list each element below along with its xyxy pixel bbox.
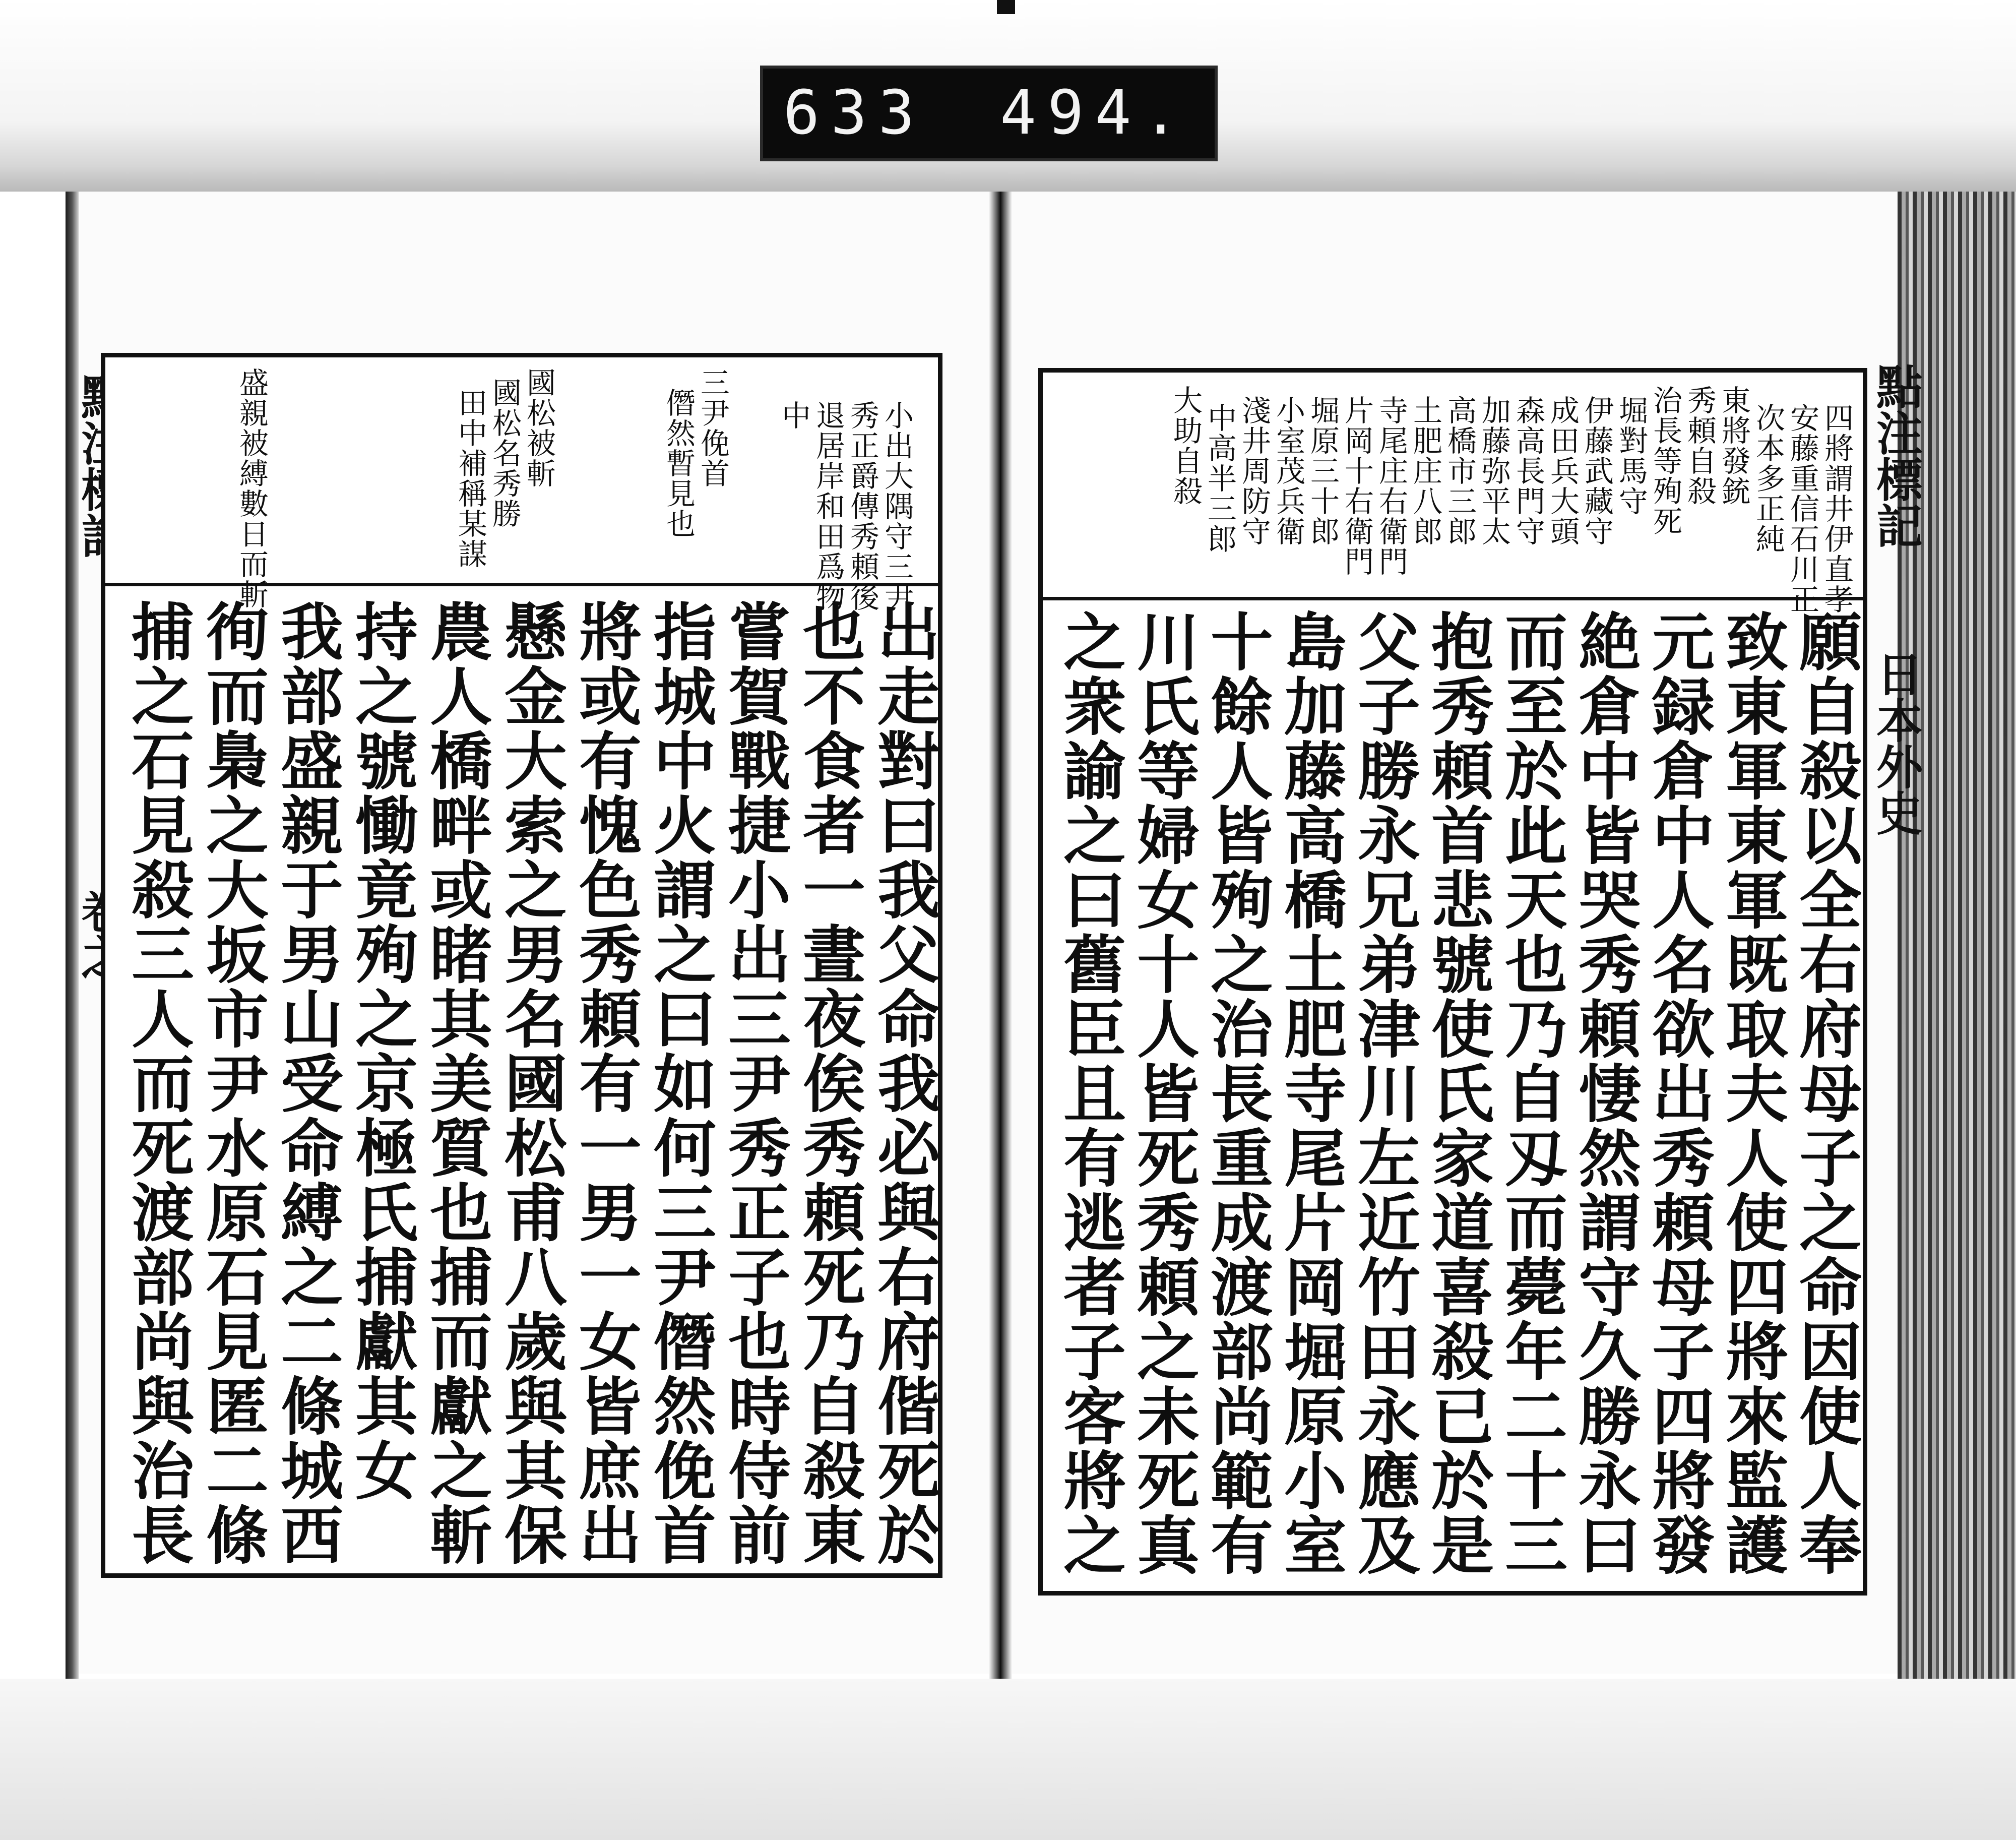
right-note-20: 大助自殺: [1168, 385, 1203, 506]
left-note-1: 小出大隅守三尹: [879, 400, 914, 612]
reference-number-label: [760, 66, 1218, 161]
book-gutter: [989, 192, 1012, 1840]
reference-number-left: 633: [783, 78, 926, 148]
left-note-10: 盛親被縛數日而斬: [234, 367, 269, 609]
right-note-4: 東將發銃: [1717, 385, 1751, 506]
left-note-6: 僭然暫見也: [661, 388, 696, 539]
left-column-4: 指城中火謂之曰如何三尹僭然俛首: [643, 599, 716, 1567]
right-column-11: 之衆諭之曰舊臣且有逃者子客將之: [1053, 609, 1126, 1577]
right-column-3: 元録倉中人名欲出秀頼母子四將發: [1642, 609, 1715, 1577]
left-column-1: 出走對曰我父命我必與右府偕死於: [867, 599, 940, 1567]
right-column-9: 十餘人皆殉之治長重成渡部尚範有: [1200, 609, 1273, 1577]
scan-marker: [997, 0, 1015, 14]
right-note-16: 堀原三十郎: [1305, 395, 1340, 546]
right-note-6: 治長等殉死: [1648, 385, 1682, 536]
right-spine-title: 點注標記: [1869, 363, 1923, 548]
left-note-3: 退居岸和田爲物: [811, 400, 845, 612]
left-text-frame: [101, 353, 942, 1578]
left-note-9: 田中補稱某謀: [453, 388, 487, 569]
right-note-2: 安藤重信石川正: [1785, 403, 1819, 615]
right-note-15: 片岡十右衛門: [1340, 395, 1374, 577]
reference-number-right: 494.: [1000, 78, 1190, 148]
right-note-14: 寺尾庄右衛門: [1374, 395, 1408, 577]
right-spine-volume: 日本外史: [1869, 650, 1923, 836]
right-note-12: 高橋市三郎: [1442, 395, 1477, 546]
left-column-11: 捕之石見殺三人而死渡部尚與治長: [121, 599, 194, 1567]
right-note-10: 森高長門守: [1511, 395, 1545, 546]
right-column-7: 父子勝永兄弟津川左近竹田永應及: [1347, 609, 1420, 1577]
left-column-3: 嘗賀戰捷小出三尹秀正子也時侍前: [718, 599, 791, 1567]
right-note-19: 中高半三郎: [1203, 403, 1237, 554]
right-column-6: 抱秀頼首悲號使氏家道喜殺已於是: [1421, 609, 1494, 1577]
left-column-9: 我部盛親于男山受命縛之二條城西: [270, 599, 343, 1567]
right-note-8: 伊藤武藏守: [1580, 395, 1614, 546]
left-column-8: 持之號慟竟殉之京極氏捕獻其女: [345, 599, 418, 1503]
right-column-10: 川氏等婦女十人皆死秀頼之未死真: [1126, 609, 1200, 1577]
right-note-1: 四將謂井伊直孝: [1819, 403, 1854, 615]
scan-background-bottom: [0, 1679, 2016, 1840]
right-note-9: 成田兵大頭: [1545, 395, 1580, 546]
right-note-18: 淺井周防守: [1237, 395, 1271, 546]
right-column-4: 絶倉中皆哭秀頼悽然謂守久勝永曰: [1568, 609, 1641, 1577]
right-note-3: 次本多正純: [1751, 403, 1785, 554]
left-column-5: 將或有愧色秀頼有一男一女皆庶出: [569, 599, 642, 1567]
left-column-7: 農人橋畔或睹其美質也捕而獻之斬: [419, 599, 492, 1567]
right-note-17: 小室茂兵衛: [1271, 395, 1305, 546]
left-note-8: 國松名秀勝: [487, 378, 522, 529]
left-column-2: 也不食者一晝夜俟秀頼死乃自殺東: [792, 599, 865, 1567]
right-column-5: 而至於此天也乃自刄而薨年二十三: [1494, 609, 1567, 1577]
left-column-10: 徇而梟之大坂市尹水原石見匿二條: [196, 599, 269, 1567]
left-note-7: 國松被斬: [522, 367, 556, 488]
right-column-2: 致東軍東軍既取夫人使四將來監護: [1715, 609, 1788, 1577]
right-column-1: 願自殺以全右府母子之命因使人奉: [1789, 609, 1862, 1577]
left-note-4: 中: [777, 400, 811, 431]
right-note-5: 秀頼自殺: [1682, 385, 1717, 506]
right-text-frame: [1038, 368, 1867, 1596]
right-header-divider: [1043, 597, 1863, 600]
left-column-6: 懸金大索之男名國松甫八歲與其保: [494, 599, 567, 1567]
right-note-7: 堀對馬守: [1614, 395, 1648, 516]
left-note-2: 秀正爵傳秀頼後: [845, 400, 879, 612]
right-note-13: 土肥庄八郎: [1408, 395, 1442, 546]
right-column-8: 島加藤高橋土肥寺尾片岡堀原小室: [1274, 609, 1347, 1577]
left-note-5: 三尹俛首: [696, 367, 730, 488]
right-note-11: 加藤弥平太: [1477, 395, 1511, 546]
